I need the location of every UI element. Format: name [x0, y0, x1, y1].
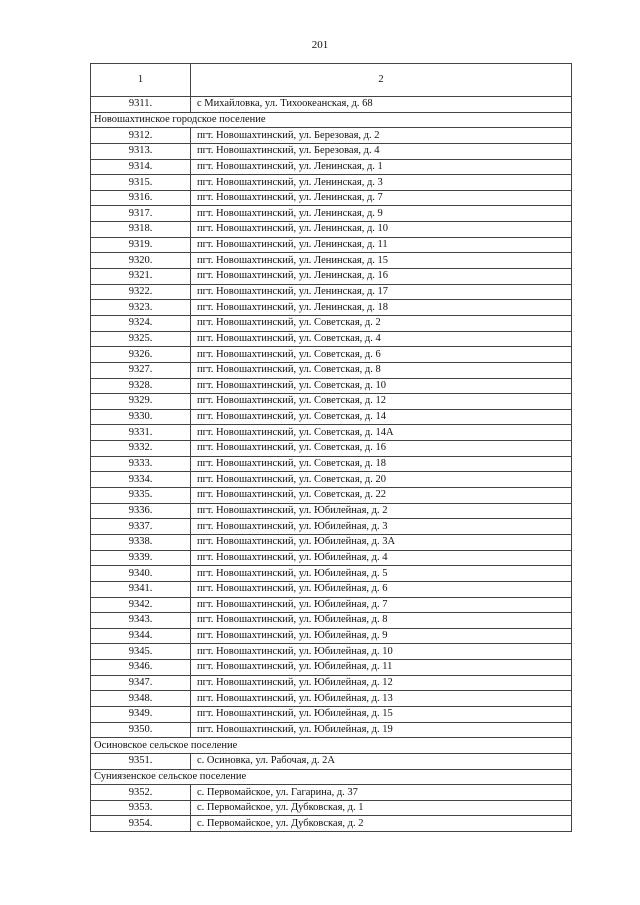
- table-row: [91, 816, 572, 832]
- table-row: [91, 190, 572, 206]
- row-number: 9311.: [91, 97, 191, 113]
- table-row: [91, 253, 572, 269]
- row-number: 9327.: [91, 362, 191, 378]
- row-number: 9349.: [91, 706, 191, 722]
- row-address: пгт. Новошахтинский, ул. Советская, д. 14А: [191, 425, 572, 441]
- table-row: [91, 222, 572, 238]
- section-title: Новошахтинское городское поселение: [91, 112, 572, 128]
- row-number: 9352.: [91, 785, 191, 801]
- row-number: 9316.: [91, 190, 191, 206]
- table-row: [91, 566, 572, 582]
- row-number: 9317.: [91, 206, 191, 222]
- table-row: [91, 456, 572, 472]
- row-number: 9345.: [91, 644, 191, 660]
- row-address: пгт. Новошахтинский, ул. Юбилейная, д. 5: [191, 566, 572, 582]
- table-row: [91, 143, 572, 159]
- table-row: [91, 628, 572, 644]
- row-address: пгт. Новошахтинский, ул. Ленинская, д. 15: [191, 253, 572, 269]
- row-address: пгт. Новошахтинский, ул. Юбилейная, д. 7: [191, 597, 572, 613]
- table-row: [91, 362, 572, 378]
- row-address: пгт. Новошахтинский, ул. Юбилейная, д. 19: [191, 722, 572, 738]
- row-address: пгт. Новошахтинский, ул. Юбилейная, д. 4: [191, 550, 572, 566]
- row-number: 9346.: [91, 660, 191, 676]
- row-number: 9343.: [91, 613, 191, 629]
- row-address: пгт. Новошахтинский, ул. Советская, д. 12: [191, 394, 572, 410]
- row-address: пгт. Новошахтинский, ул. Юбилейная, д. 15: [191, 706, 572, 722]
- row-number: 9347.: [91, 675, 191, 691]
- table-row: [91, 128, 572, 144]
- address-table: [90, 63, 572, 832]
- table-row: [91, 409, 572, 425]
- row-number: 9335.: [91, 488, 191, 504]
- row-number: 9315.: [91, 175, 191, 191]
- table-row: [91, 503, 572, 519]
- table-row: [91, 347, 572, 363]
- row-address: пгт. Новошахтинский, ул. Юбилейная, д. 9: [191, 628, 572, 644]
- row-address: пгт. Новошахтинский, ул. Ленинская, д. 11: [191, 237, 572, 253]
- row-address: пгт. Новошахтинский, ул. Советская, д. 10: [191, 378, 572, 394]
- table-row: [91, 581, 572, 597]
- table-row: [91, 706, 572, 722]
- table-row: [91, 519, 572, 535]
- row-address: пгт. Новошахтинский, ул. Ленинская, д. 16: [191, 269, 572, 285]
- column-header-address: 2: [191, 64, 572, 97]
- row-address: пгт. Новошахтинский, ул. Юбилейная, д. 13: [191, 691, 572, 707]
- page-number: 201: [311, 39, 329, 51]
- table-header-row: [91, 64, 572, 97]
- table-row: [91, 534, 572, 550]
- section-row: [91, 738, 572, 754]
- table-row: [91, 237, 572, 253]
- table-row: [91, 175, 572, 191]
- row-address: пгт. Новошахтинский, ул. Юбилейная, д. 8: [191, 613, 572, 629]
- row-address: пгт. Новошахтинский, ул. Юбилейная, д. 10: [191, 644, 572, 660]
- table-row: [91, 597, 572, 613]
- row-number: 9354.: [91, 816, 191, 832]
- row-address: пгт. Новошахтинский, ул. Советская, д. 14: [191, 409, 572, 425]
- section-title: Осиновское сельское поселение: [91, 738, 572, 754]
- row-number: 9337.: [91, 519, 191, 535]
- section-row: [91, 769, 572, 785]
- row-address: пгт. Новошахтинский, ул. Советская, д. 22: [191, 488, 572, 504]
- row-address: пгт. Новошахтинский, ул. Юбилейная, д. 11: [191, 660, 572, 676]
- row-address: пгт. Новошахтинский, ул. Юбилейная, д. 12: [191, 675, 572, 691]
- row-address: пгт. Новошахтинский, ул. Советская, д. 6: [191, 347, 572, 363]
- row-number: 9332.: [91, 441, 191, 457]
- row-address: пгт. Новошахтинский, ул. Ленинская, д. 7: [191, 190, 572, 206]
- row-address: с. Первомайское, ул. Дубковская, д. 2: [191, 816, 572, 832]
- row-address: пгт. Новошахтинский, ул. Юбилейная, д. 3: [191, 519, 572, 535]
- row-number: 9322.: [91, 284, 191, 300]
- row-number: 9326.: [91, 347, 191, 363]
- row-number: 9338.: [91, 534, 191, 550]
- table-row: [91, 206, 572, 222]
- row-number: 9319.: [91, 237, 191, 253]
- table-row: [91, 300, 572, 316]
- row-number: 9321.: [91, 269, 191, 285]
- row-number: 9318.: [91, 222, 191, 238]
- table-row: [91, 660, 572, 676]
- row-address: пгт. Новошахтинский, ул. Советская, д. 2: [191, 315, 572, 331]
- row-address: пгт. Новошахтинский, ул. Ленинская, д. 1: [191, 159, 572, 175]
- row-number: 9351.: [91, 753, 191, 769]
- row-number: 9339.: [91, 550, 191, 566]
- row-address: с. Осиновка, ул. Рабочая, д. 2А: [191, 753, 572, 769]
- table-row: [91, 753, 572, 769]
- table-row: [91, 722, 572, 738]
- row-address: пгт. Новошахтинский, ул. Юбилейная, д. 3А: [191, 534, 572, 550]
- row-number: 9348.: [91, 691, 191, 707]
- row-number: 9336.: [91, 503, 191, 519]
- row-number: 9331.: [91, 425, 191, 441]
- row-address: пгт. Новошахтинский, ул. Березовая, д. 2: [191, 128, 572, 144]
- section-title: Суниязенское сельское поселение: [91, 769, 572, 785]
- section-row: [91, 112, 572, 128]
- table-row: [91, 425, 572, 441]
- table-row: [91, 691, 572, 707]
- row-number: 9353.: [91, 800, 191, 816]
- table-row: [91, 331, 572, 347]
- table-row: [91, 378, 572, 394]
- row-address: пгт. Новошахтинский, ул. Ленинская, д. 18: [191, 300, 572, 316]
- row-number: 9313.: [91, 143, 191, 159]
- table-row: [91, 159, 572, 175]
- row-address: пгт. Новошахтинский, ул. Советская, д. 20: [191, 472, 572, 488]
- row-number: 9323.: [91, 300, 191, 316]
- table-row: [91, 550, 572, 566]
- row-number: 9350.: [91, 722, 191, 738]
- table-row: [91, 394, 572, 410]
- table-row: [91, 800, 572, 816]
- table-row: [91, 441, 572, 457]
- row-number: 9312.: [91, 128, 191, 144]
- row-address: пгт. Новошахтинский, ул. Советская, д. 18: [191, 456, 572, 472]
- row-number: 9324.: [91, 315, 191, 331]
- row-address: с. Первомайское, ул. Гагарина, д. 37: [191, 785, 572, 801]
- row-address: пгт. Новошахтинский, ул. Советская, д. 8: [191, 362, 572, 378]
- column-header-number: 1: [91, 64, 191, 97]
- row-number: 9320.: [91, 253, 191, 269]
- row-number: 9340.: [91, 566, 191, 582]
- row-number: 9342.: [91, 597, 191, 613]
- table-row: [91, 613, 572, 629]
- table-row: [91, 284, 572, 300]
- table-row: [91, 269, 572, 285]
- row-number: 9329.: [91, 394, 191, 410]
- table-row: [91, 675, 572, 691]
- table-row: [91, 785, 572, 801]
- row-address: пгт. Новошахтинский, ул. Березовая, д. 4: [191, 143, 572, 159]
- row-number: 9328.: [91, 378, 191, 394]
- row-number: 9344.: [91, 628, 191, 644]
- row-address: пгт. Новошахтинский, ул. Юбилейная, д. 6: [191, 581, 572, 597]
- row-number: 9314.: [91, 159, 191, 175]
- table-row: [91, 97, 572, 113]
- row-address: пгт. Новошахтинский, ул. Ленинская, д. 10: [191, 222, 572, 238]
- row-address: с. Первомайское, ул. Дубковская, д. 1: [191, 800, 572, 816]
- table-row: [91, 644, 572, 660]
- row-address: пгт. Новошахтинский, ул. Ленинская, д. 9: [191, 206, 572, 222]
- table-row: [91, 488, 572, 504]
- row-address: пгт. Новошахтинский, ул. Советская, д. 4: [191, 331, 572, 347]
- table-row: [91, 472, 572, 488]
- row-number: 9341.: [91, 581, 191, 597]
- table-body: [91, 64, 572, 832]
- row-address: пгт. Новошахтинский, ул. Юбилейная, д. 2: [191, 503, 572, 519]
- row-number: 9325.: [91, 331, 191, 347]
- row-number: 9330.: [91, 409, 191, 425]
- row-address: пгт. Новошахтинский, ул. Ленинская, д. 3: [191, 175, 572, 191]
- row-address: пгт. Новошахтинский, ул. Советская, д. 16: [191, 441, 572, 457]
- row-number: 9334.: [91, 472, 191, 488]
- table-row: [91, 315, 572, 331]
- row-number: 9333.: [91, 456, 191, 472]
- row-address: с Михайловка, ул. Тихоокеанская, д. 68: [191, 97, 572, 113]
- row-address: пгт. Новошахтинский, ул. Ленинская, д. 17: [191, 284, 572, 300]
